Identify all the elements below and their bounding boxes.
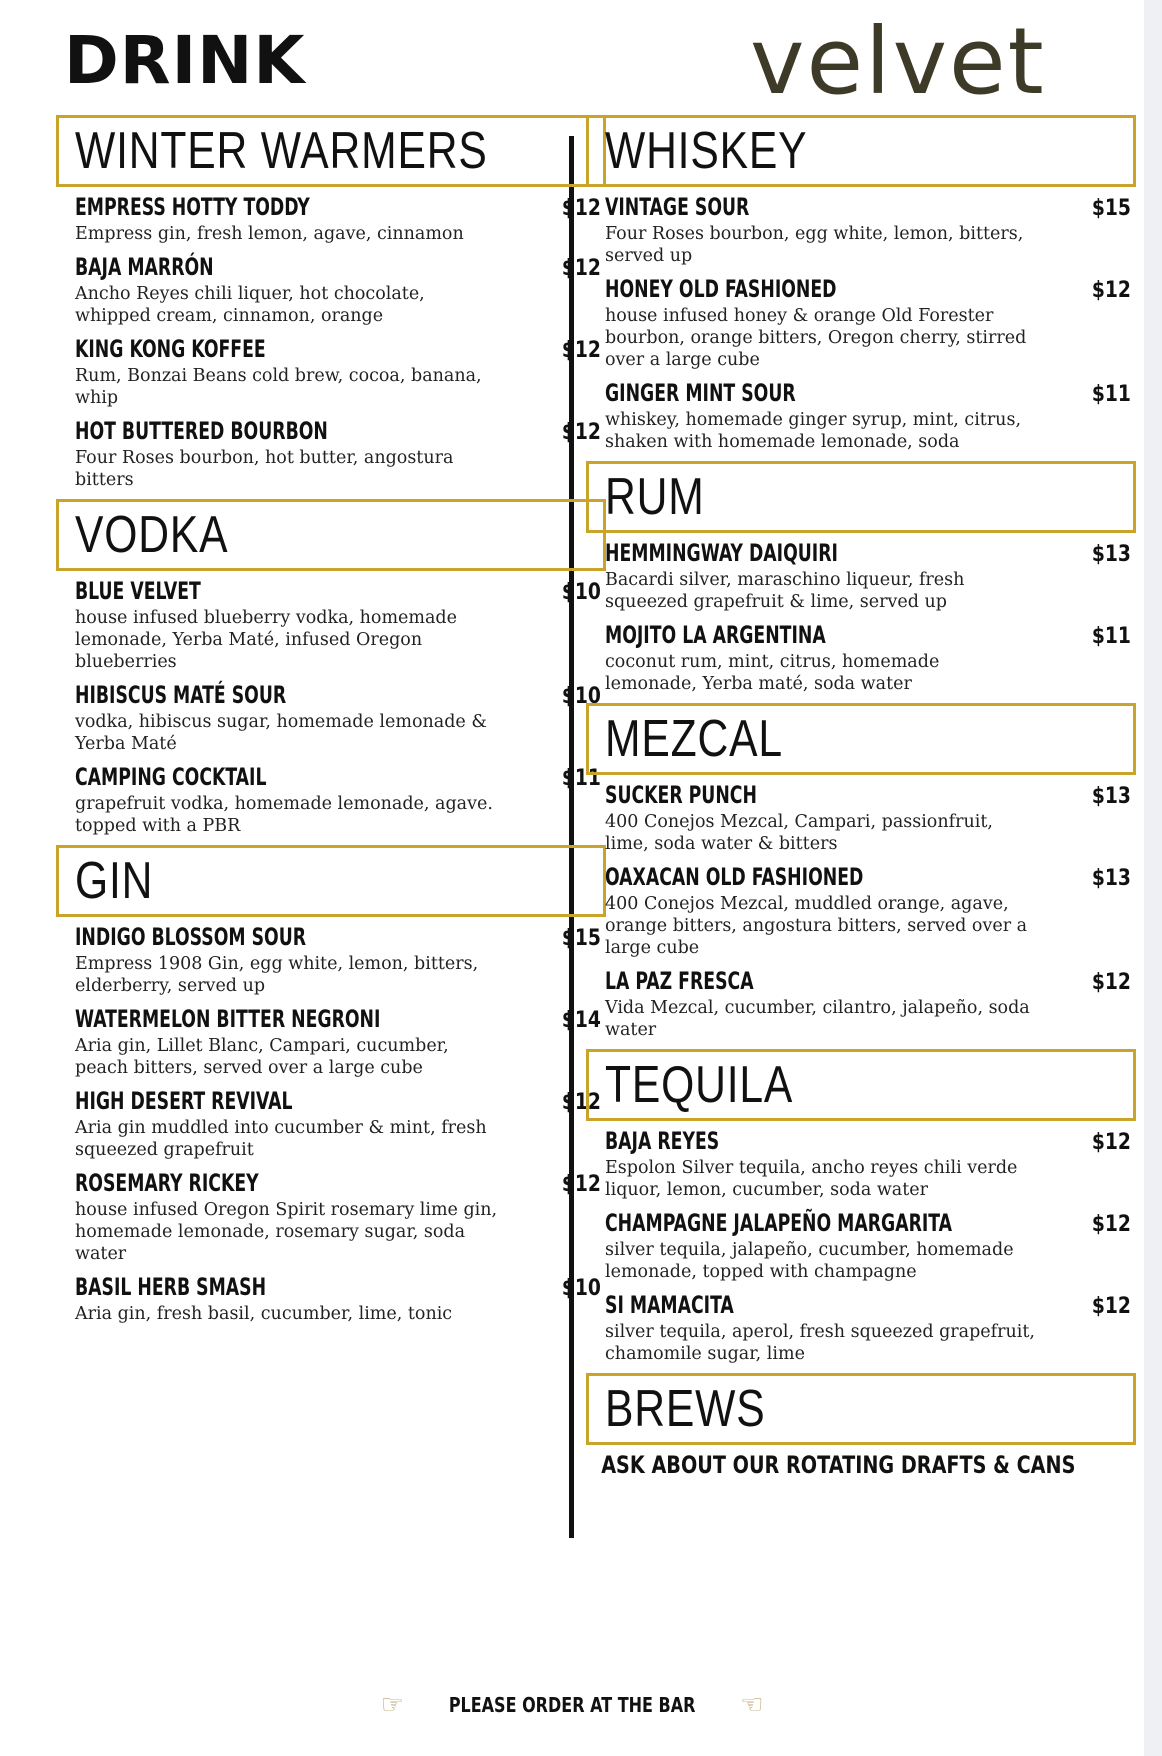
section-title: RUM	[605, 468, 705, 526]
item-description: vodka, hibiscus sugar, homemade lemonade & Yerba Maté	[75, 712, 487, 754]
section-title: GIN	[75, 852, 154, 910]
section-title: MEZCAL	[605, 710, 783, 768]
section-header-vodka	[56, 499, 606, 571]
item-description: 400 Conejos Mezcal, muddled orange, agave, orange bitters, angostura bitters, served over a large cube	[605, 894, 1028, 958]
menu-item-baja-marron	[56, 253, 607, 327]
item-price: $12	[1091, 278, 1131, 303]
item-price: $14	[561, 1008, 601, 1033]
item-description: Rum, Bonzai Beans cold brew, cocoa, banana, whip	[75, 366, 482, 408]
item-name: CAMPING COCKTAIL	[75, 763, 267, 791]
item-name: OAXACAN OLD FASHIONED	[605, 863, 864, 891]
item-description: Bacardi silver, maraschino liqueur, fresh squeezed grapefruit & lime, served up	[605, 570, 965, 612]
section-title: WINTER WARMERS	[75, 122, 488, 180]
item-price: $12	[561, 338, 601, 363]
menu-item-hemmingway-daiquiri	[586, 539, 1137, 613]
menu-item-empress-hotty-toddy	[56, 193, 607, 245]
item-description: silver tequila, aperol, fresh squeezed grapefruit, chamomile sugar, lime	[605, 1322, 1035, 1364]
item-name: SI MAMACITA	[605, 1291, 734, 1319]
item-price: $10	[561, 1276, 601, 1301]
item-description: Aria gin muddled into cucumber & mint, fresh squeezed grapefruit	[75, 1118, 487, 1160]
item-price: $13	[1091, 784, 1131, 809]
item-description: house infused Oregon Spirit rosemary lime gin, homemade lemonade, rosemary sugar, soda water	[75, 1200, 498, 1264]
item-name: HIBISCUS MATÉ SOUR	[75, 681, 287, 709]
brews-note: ASK ABOUT OUR ROTATING DRAFTS & CANS	[601, 1451, 1076, 1479]
menu-item-sucker-punch	[586, 781, 1137, 855]
menu-item-champagne-jalapeno-margarita	[586, 1209, 1137, 1283]
item-price: $12	[561, 196, 601, 221]
item-name: HEMMINGWAY DAIQUIRI	[605, 539, 838, 567]
item-name: VINTAGE SOUR	[605, 193, 750, 221]
item-price: $11	[1091, 382, 1131, 407]
section-header-brews	[586, 1373, 1136, 1445]
section-title: BREWS	[605, 1380, 766, 1438]
item-description: coconut rum, mint, citrus, homemade lemonade, Yerba maté, soda water	[605, 652, 940, 694]
item-name: LA PAZ FRESCA	[605, 967, 754, 995]
item-description: whiskey, homemade ginger syrup, mint, citrus, shaken with homemade lemonade, soda	[605, 410, 1022, 452]
item-name: HIGH DESERT REVIVAL	[75, 1087, 293, 1115]
section-title: VODKA	[75, 506, 229, 564]
section-title: WHISKEY	[605, 122, 808, 180]
item-price: $13	[1091, 866, 1131, 891]
item-price: $12	[561, 1172, 601, 1197]
menu-item-hibiscus-mate-sour	[56, 681, 607, 755]
item-name: GINGER MINT SOUR	[605, 379, 796, 407]
item-name: MOJITO LA ARGENTINA	[605, 621, 826, 649]
item-description: grapefruit vodka, homemade lemonade, agave. topped with a PBR	[75, 794, 493, 836]
item-name: HONEY OLD FASHIONED	[605, 275, 837, 303]
footer-text: PLEASE ORDER AT THE BAR	[448, 1693, 696, 1717]
item-description: Ancho Reyes chili liquer, hot chocolate, whipped cream, cinnamon, orange	[75, 284, 425, 326]
section-header-tequila	[586, 1049, 1136, 1121]
item-price: $15	[1091, 196, 1131, 221]
item-description: Empress gin, fresh lemon, agave, cinnamon	[75, 224, 464, 244]
menu-item-basil-herb-smash	[56, 1273, 607, 1325]
menu-item-la-paz-fresca	[586, 967, 1137, 1041]
item-name: SUCKER PUNCH	[605, 781, 757, 809]
right-column	[586, 115, 1146, 1479]
item-price: $12	[561, 420, 601, 445]
item-name: WATERMELON BITTER NEGRONI	[75, 1005, 381, 1033]
menu-item-watermelon-bitter-negroni	[56, 1005, 607, 1079]
menu-item-oaxacan-old-fashioned	[586, 863, 1137, 959]
item-price: $10	[561, 580, 601, 605]
item-description: Espolon Silver tequila, ancho reyes chili verde liquor, lemon, cucumber, soda water	[605, 1158, 1018, 1200]
item-name: ROSEMARY RICKEY	[75, 1169, 259, 1197]
item-price: $15	[561, 926, 601, 951]
menu-item-indigo-blossom-sour	[56, 923, 607, 997]
item-price: $11	[561, 766, 601, 791]
item-price: $12	[1091, 1212, 1131, 1237]
menu-item-rosemary-rickey	[56, 1169, 607, 1265]
item-name: HOT BUTTERED BOURBON	[75, 417, 328, 445]
item-name: EMPRESS HOTTY TODDY	[75, 193, 310, 221]
item-description: house infused blueberry vodka, homemade lemonade, Yerba Maté, infused Oregon blueberries	[75, 608, 457, 672]
menu-item-baja-reyes	[586, 1127, 1137, 1201]
item-name: INDIGO BLOSSOM SOUR	[75, 923, 307, 951]
section-header-mezcal	[586, 703, 1136, 775]
velvet-logo: velvet	[750, 8, 1046, 115]
section-title: TEQUILA	[605, 1056, 794, 1114]
item-price: $12	[1091, 1294, 1131, 1319]
section-header-winter-warmers	[56, 115, 606, 187]
section-header-whiskey	[586, 115, 1136, 187]
menu-item-blue-velvet	[56, 577, 607, 673]
item-name: CHAMPAGNE JALAPEÑO MARGARITA	[605, 1209, 952, 1237]
item-price: $12	[561, 1090, 601, 1115]
menu-item-si-mamacita	[586, 1291, 1137, 1365]
item-name: BLUE VELVET	[75, 577, 201, 605]
section-header-gin	[56, 845, 606, 917]
item-price: $11	[1091, 624, 1131, 649]
menu-item-honey-old-fashioned	[586, 275, 1137, 371]
menu-item-mojito-la-argentina	[586, 621, 1137, 695]
scroll-gutter	[1144, 0, 1162, 1756]
item-price: $13	[1091, 542, 1131, 567]
footer	[0, 1692, 1144, 1718]
item-description: silver tequila, jalapeño, cucumber, homemade lemonade, topped with champagne	[605, 1240, 1014, 1282]
item-name: BAJA REYES	[605, 1127, 720, 1155]
pointing-hand-left-icon: ☜	[740, 1690, 764, 1720]
item-description: Vida Mezcal, cucumber, cilantro, jalapeño, soda water	[605, 998, 1030, 1040]
item-description: Four Roses bourbon, egg white, lemon, bitters, served up	[605, 224, 1024, 266]
item-description: Empress 1908 Gin, egg white, lemon, bitters, elderberry, served up	[75, 954, 479, 996]
item-price: $12	[561, 256, 601, 281]
menu-item-hot-buttered-bourbon	[56, 417, 607, 491]
section-header-rum	[586, 461, 1136, 533]
item-description: Four Roses bourbon, hot butter, angostura bitters	[75, 448, 454, 490]
page-title: DRINK	[64, 22, 306, 99]
menu-item-camping-cocktail	[56, 763, 607, 837]
menu-item-vintage-sour	[586, 193, 1137, 267]
item-description: 400 Conejos Mezcal, Campari, passionfruit, lime, soda water & bitters	[605, 812, 993, 854]
item-description: Aria gin, fresh basil, cucumber, lime, tonic	[75, 1304, 453, 1324]
left-column	[56, 115, 616, 1333]
menu-item-king-kong-koffee	[56, 335, 607, 409]
pointing-hand-right-icon: ☞	[380, 1690, 404, 1720]
menu-item-ginger-mint-sour	[586, 379, 1137, 453]
item-name: BASIL HERB SMASH	[75, 1273, 267, 1301]
menu-item-high-desert-revival	[56, 1087, 607, 1161]
item-description: Aria gin, Lillet Blanc, Campari, cucumber, peach bitters, served over a large cube	[75, 1036, 449, 1078]
item-name: KING KONG KOFFEE	[75, 335, 266, 363]
item-price: $12	[1091, 1130, 1131, 1155]
item-price: $12	[1091, 970, 1131, 995]
item-name: BAJA MARRÓN	[75, 253, 214, 281]
item-price: $10	[561, 684, 601, 709]
item-description: house infused honey & orange Old Forester bourbon, orange bitters, Oregon cherry, stirred over a large cube	[605, 306, 1027, 370]
